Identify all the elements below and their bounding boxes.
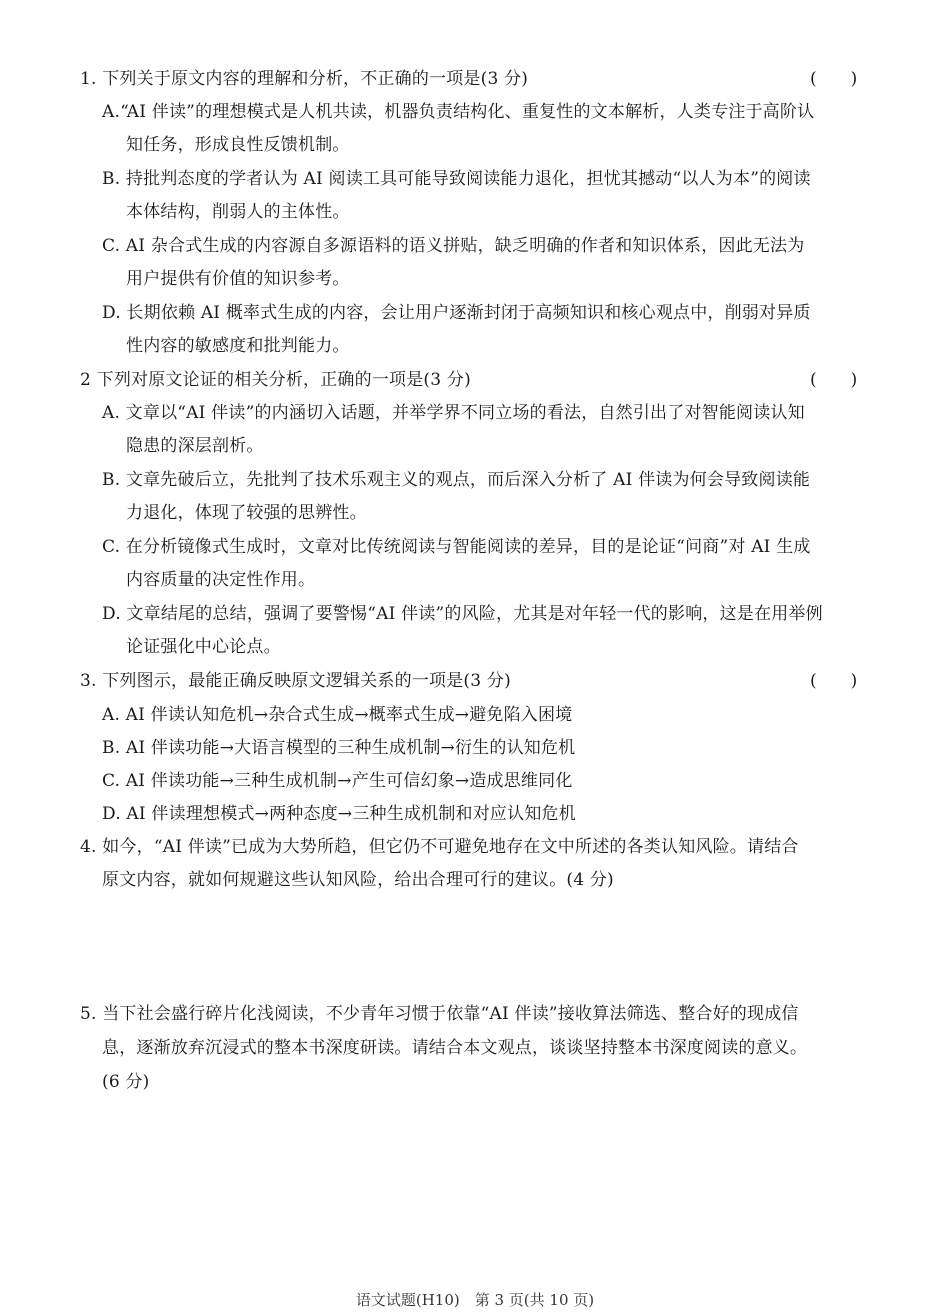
q1-option-c-line1: C. AI 杂合式生成的内容源自多源语料的语义拼贴，缺乏明确的作者和知识体系，因此无法为 <box>102 236 805 256</box>
q3-option-b: B. AI 伴读功能→大语言模型的三种生成机制→衍生的认知危机 <box>102 738 576 758</box>
q3-answer-paren: ( ) <box>810 671 858 691</box>
q2-option-a-line1: A. 文章以“AI 伴读”的内涵切入话题，并举学界不同立场的看法，自然引出了对智能阅读认知 <box>102 403 805 423</box>
q2-answer-paren: ( ) <box>810 370 858 390</box>
q2-option-d-line2: 论证强化中心论点。 <box>126 637 281 657</box>
q3-option-a: A. AI 伴读认知危机→杂合式生成→概率式生成→避免陷入困境 <box>102 705 573 725</box>
q3-stem: 3. 下列图示，最能正确反映原文逻辑关系的一项是(3 分) <box>80 671 511 691</box>
q1-option-d-line1: D. 长期依赖 AI 概率式生成的内容，会让用户逐渐封闭于高频知识和核心观点中，削弱对异质 <box>102 303 811 323</box>
q2-option-b-line1: B. 文章先破后立，先批判了技术乐观主义的观点，而后深入分析了 AI 伴读为何会导致阅读能 <box>102 470 811 490</box>
q2-option-a-line2: 隐患的深层剖析。 <box>126 436 264 456</box>
q1-option-b-line2: 本体结构，削弱人的主体性。 <box>126 202 350 222</box>
page-footer: 语文试题(H10) 第 3 页(共 10 页) <box>355 1291 595 1309</box>
q3-option-c: C. AI 伴读功能→三种生成机制→产生可信幻象→造成思维同化 <box>102 771 573 791</box>
q3-option-d: D. AI 伴读理想模式→两种态度→三种生成机制和对应认知危机 <box>102 804 576 824</box>
q5-line2: 息，逐渐放弃沉浸式的整本书深度研读。请结合本文观点，谈谈坚持整本书深度阅读的意义。 <box>102 1038 808 1058</box>
q2-option-c-line1: C. 在分析镜像式生成时，文章对比传统阅读与智能阅读的差异，目的是论证“问商”对 AI 生成 <box>102 537 811 557</box>
q1-option-d-line2: 性内容的敏感度和批判能力。 <box>126 336 350 356</box>
q1-stem: 1. 下列关于原文内容的理解和分析，不正确的一项是(3 分) <box>80 69 529 89</box>
q4-line1: 4. 如今，“AI 伴读”已成为大势所趋，但它仍不可避免地存在文中所述的各类认知风险。请结合 <box>80 837 799 857</box>
q1-option-c-line2: 用户提供有价值的知识参考。 <box>126 269 350 289</box>
q2-option-c-line2: 内容质量的决定性作用。 <box>126 570 316 590</box>
q4-line2: 原文内容，就如何规避这些认知风险，给出合理可行的建议。(4 分) <box>102 870 614 890</box>
q1-answer-paren: ( ) <box>810 69 858 89</box>
q2-stem: 2 下列对原文论证的相关分析，正确的一项是(3 分) <box>80 370 471 390</box>
q1-option-a-line2: 知任务，形成良性反馈机制。 <box>126 135 350 155</box>
q5-line3: (6 分) <box>102 1072 150 1092</box>
q2-option-b-line2: 力退化，体现了较强的思辨性。 <box>126 503 367 523</box>
q2-option-d-line1: D. 文章结尾的总结，强调了要警惕“AI 伴读”的风险，尤其是对年轻一代的影响，这是在用举例 <box>102 604 823 624</box>
q1-option-b-line1: B. 持批判态度的学者认为 AI 阅读工具可能导致阅读能力退化，担忧其撼动“以人为本”的阅读 <box>102 169 811 189</box>
q1-option-a-line1: A.“AI 伴读”的理想模式是人机共读，机器负责结构化、重复性的文本解析，人类专注于高阶认 <box>102 102 815 122</box>
q5-line1: 5. 当下社会盛行碎片化浅阅读，不少青年习惯于依靠“AI 伴读”接收算法筛选、整合好的现成信 <box>80 1004 799 1024</box>
